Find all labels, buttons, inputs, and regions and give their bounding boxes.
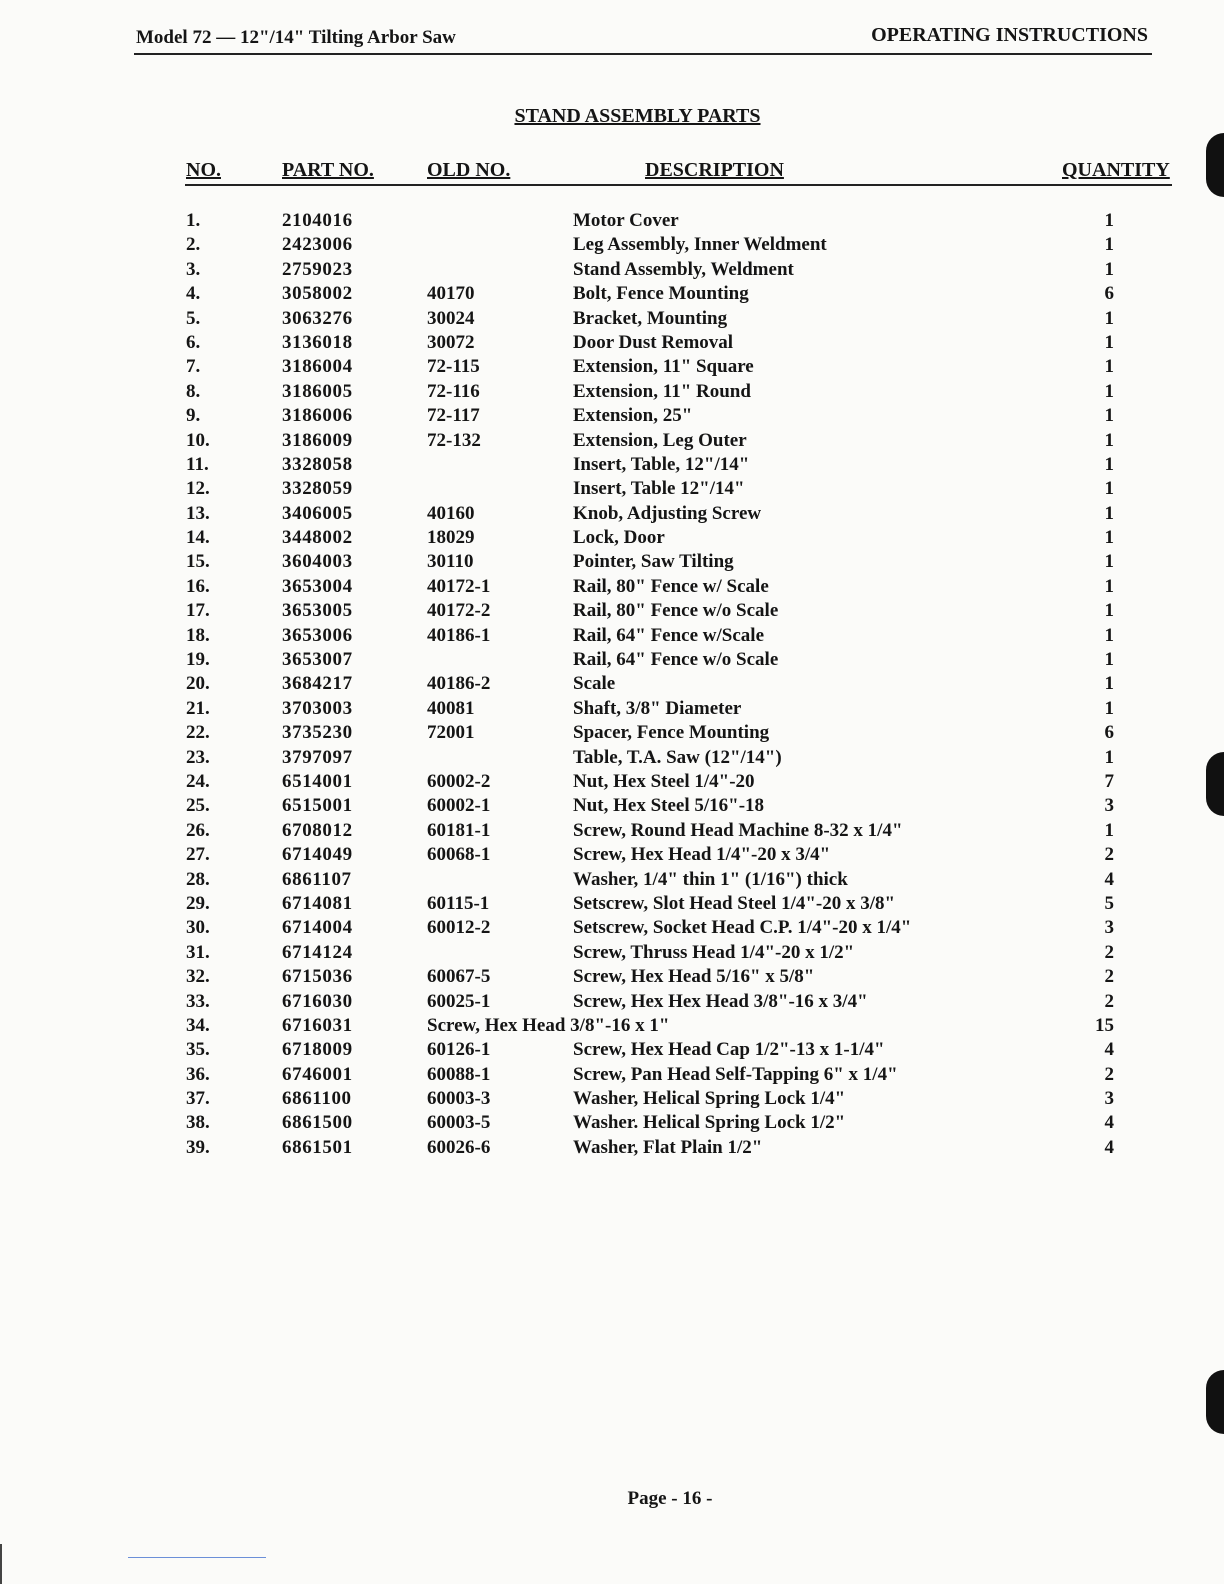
old-number: 60003-3 <box>427 1088 491 1110</box>
page-title: STAND ASSEMBLY PARTS <box>514 105 761 127</box>
row-number: 7. <box>186 356 201 378</box>
row-number: 19. <box>186 649 210 671</box>
quantity: 5 <box>1104 892 1114 914</box>
quantity: 2 <box>1104 1063 1114 1085</box>
description: Washer, Helical Spring Lock 1/4" <box>573 1088 846 1110</box>
table-row <box>0 673 1224 697</box>
part-number: 3448002 <box>282 527 353 549</box>
old-number: 72001 <box>427 722 475 744</box>
part-number: 3136018 <box>282 331 353 353</box>
description: Nut, Hex Steel 1/4"-20 <box>573 770 755 792</box>
table-row <box>0 795 1224 819</box>
description: Nut, Hex Steel 5/16"-18 <box>573 795 765 817</box>
table-row <box>0 308 1224 332</box>
row-number: 12. <box>186 478 210 500</box>
part-number: 6708012 <box>282 819 353 841</box>
parts-table <box>0 210 1224 1161</box>
quantity: 2 <box>1104 941 1114 963</box>
row-number: 9. <box>186 405 201 427</box>
old-number: 18029 <box>427 527 475 549</box>
quantity: 1 <box>1104 502 1114 524</box>
part-number: 3653004 <box>282 575 353 597</box>
description: Setscrew, Slot Head Steel 1/4"-20 x 3/8" <box>573 892 896 914</box>
part-number: 3797097 <box>282 746 353 768</box>
description: Bracket, Mounting <box>573 307 728 329</box>
description: Rail, 80" Fence w/ Scale <box>573 575 769 597</box>
row-number: 18. <box>186 624 210 646</box>
quantity: 1 <box>1104 405 1114 427</box>
row-number: 28. <box>186 868 210 890</box>
table-row <box>0 722 1224 746</box>
description: Screw, Round Head Machine 8-32 x 1/4" <box>573 819 903 841</box>
row-number: 5. <box>186 307 201 329</box>
part-number: 3328059 <box>282 478 353 500</box>
old-number: 72-132 <box>427 429 481 451</box>
row-number: 38. <box>186 1112 210 1134</box>
old-number: 60115-1 <box>427 892 490 914</box>
part-number: 6714081 <box>282 892 353 914</box>
column-header-quantity: QUANTITY <box>1062 159 1170 181</box>
quantity: 1 <box>1104 649 1114 671</box>
row-number: 20. <box>186 673 210 695</box>
row-number: 24. <box>186 770 210 792</box>
description: Rail, 64" Fence w/o Scale <box>573 649 779 671</box>
row-number: 31. <box>186 941 210 963</box>
table-row <box>0 283 1224 307</box>
quantity: 1 <box>1104 258 1114 280</box>
quantity: 1 <box>1104 331 1114 353</box>
row-number: 16. <box>186 575 210 597</box>
old-number: 30072 <box>427 331 475 353</box>
table-row <box>0 210 1224 234</box>
old-number: 40186-2 <box>427 673 491 695</box>
description: Screw, Pan Head Self-Tapping 6" x 1/4" <box>573 1063 898 1085</box>
table-row <box>0 551 1224 575</box>
old-number: 30110 <box>427 551 474 573</box>
part-number: 6514001 <box>282 770 353 792</box>
old-number: 40172-1 <box>427 575 491 597</box>
quantity: 1 <box>1104 551 1114 573</box>
row-number: 22. <box>186 722 210 744</box>
table-row <box>0 576 1224 600</box>
quantity: 1 <box>1104 697 1114 719</box>
quantity: 1 <box>1104 380 1114 402</box>
part-number: 2759023 <box>282 258 353 280</box>
table-row <box>0 844 1224 868</box>
table-row <box>0 991 1224 1015</box>
row-number: 29. <box>186 892 210 914</box>
description: Washer, 1/4" thin 1" (1/16") thick <box>573 868 848 890</box>
part-number: 2423006 <box>282 234 353 256</box>
description: Extension, 25" <box>573 405 693 427</box>
description: Door Dust Removal <box>573 331 734 353</box>
part-number: 3058002 <box>282 283 353 305</box>
table-row <box>0 1064 1224 1088</box>
old-number: 60067-5 <box>427 966 491 988</box>
row-number: 35. <box>186 1039 210 1061</box>
description: Washer, Flat Plain 1/2" <box>573 1136 763 1158</box>
row-number: 2. <box>186 234 201 256</box>
table-row <box>0 942 1224 966</box>
description: Extension, Leg Outer <box>573 429 747 451</box>
quantity: 4 <box>1104 1136 1114 1158</box>
row-number: 11. <box>186 453 209 475</box>
table-row <box>0 1112 1224 1136</box>
old-number: 60003-5 <box>427 1112 491 1134</box>
part-number: 6715036 <box>282 966 353 988</box>
table-row <box>0 1088 1224 1112</box>
quantity: 3 <box>1104 1088 1114 1110</box>
old-number: 60088-1 <box>427 1063 491 1085</box>
old-number: 60025-1 <box>427 990 491 1012</box>
binder-hole-bottom <box>1206 1370 1224 1434</box>
table-row <box>0 381 1224 405</box>
quantity: 4 <box>1104 1112 1114 1134</box>
old-number: 30024 <box>427 307 475 329</box>
quantity: 2 <box>1104 990 1114 1012</box>
header-divider <box>134 53 1152 55</box>
quantity: 6 <box>1104 722 1114 744</box>
description: Screw, Thruss Head 1/4"-20 x 1/2" <box>573 941 855 963</box>
description: Scale <box>573 673 616 695</box>
table-row <box>0 234 1224 258</box>
row-number: 30. <box>186 917 210 939</box>
table-row <box>0 478 1224 502</box>
table-row <box>0 454 1224 478</box>
document-header-title: Model 72 — 12"/14" Tilting Arbor Saw <box>136 27 456 48</box>
table-row <box>0 405 1224 429</box>
part-number: 3186006 <box>282 405 353 427</box>
old-number: 60002-1 <box>427 795 491 817</box>
row-number: 1. <box>186 210 201 231</box>
description: Rail, 64" Fence w/Scale <box>573 624 765 646</box>
row-number: 27. <box>186 844 210 866</box>
old-number: 60026-6 <box>427 1136 491 1158</box>
description: Washer. Helical Spring Lock 1/2" <box>573 1112 846 1134</box>
old-number: 72-117 <box>427 405 480 427</box>
quantity: 3 <box>1104 917 1114 939</box>
old-number: 60126-1 <box>427 1039 491 1061</box>
old-number: 40170 <box>427 283 475 305</box>
description: Knob, Adjusting Screw <box>573 502 762 524</box>
table-row <box>0 1137 1224 1161</box>
column-header-divider <box>185 184 1172 186</box>
table-row <box>0 820 1224 844</box>
part-number: 3653006 <box>282 624 353 646</box>
table-row <box>0 698 1224 722</box>
table-row <box>0 917 1224 941</box>
table-row <box>0 771 1224 795</box>
part-number: 3328058 <box>282 453 353 475</box>
old-number: 72-115 <box>427 356 480 378</box>
part-number: 3653005 <box>282 600 353 622</box>
description: Extension, 11" Square <box>573 356 754 378</box>
part-number: 3186009 <box>282 429 353 451</box>
quantity: 6 <box>1104 283 1114 305</box>
row-number: 10. <box>186 429 210 451</box>
table-row <box>0 966 1224 990</box>
page-number: Page - 16 - <box>627 1488 713 1509</box>
description: Screw, Hex Head 5/16" x 5/8" <box>573 966 815 988</box>
part-number: 6861500 <box>282 1112 353 1134</box>
description: Shaft, 3/8" Diameter <box>573 697 742 719</box>
column-header-part-no: PART NO. <box>282 159 374 181</box>
table-row <box>0 259 1224 283</box>
table-row <box>0 332 1224 356</box>
description: Pointer, Saw Tilting <box>573 551 734 573</box>
row-number: 17. <box>186 600 210 622</box>
description: Insert, Table 12"/14" <box>573 478 745 500</box>
old-number: 40186-1 <box>427 624 491 646</box>
old-number: 60181-1 <box>427 819 491 841</box>
description: Screw, Hex Hex Head 3/8"-16 x 3/4" <box>573 990 868 1012</box>
part-number: 3735230 <box>282 722 353 744</box>
row-number: 13. <box>186 502 210 524</box>
row-number: 39. <box>186 1136 210 1158</box>
binder-hole-top <box>1206 133 1224 197</box>
table-row <box>0 869 1224 893</box>
table-row <box>0 527 1224 551</box>
quantity: 1 <box>1104 527 1114 549</box>
part-number: 3186004 <box>282 356 353 378</box>
table-row <box>0 600 1224 624</box>
old-number: 72-116 <box>427 380 480 402</box>
scan-edge <box>0 1544 2 1584</box>
quantity: 4 <box>1104 868 1114 890</box>
description: Insert, Table, 12"/14" <box>573 453 750 475</box>
description: Table, T.A. Saw (12"/14") <box>573 746 782 768</box>
row-number: 3. <box>186 258 201 280</box>
row-number: 8. <box>186 380 201 402</box>
old-number: 40160 <box>427 502 475 524</box>
description: Leg Assembly, Inner Weldment <box>573 234 827 256</box>
part-number: 6718009 <box>282 1039 353 1061</box>
old-number: 60002-2 <box>427 770 491 792</box>
quantity: 3 <box>1104 795 1114 817</box>
row-number: 14. <box>186 527 210 549</box>
row-number: 34. <box>186 1014 210 1036</box>
quantity: 1 <box>1104 307 1114 329</box>
part-number: 3703003 <box>282 697 353 719</box>
quantity: 2 <box>1104 966 1114 988</box>
column-header-no: NO. <box>186 159 221 181</box>
quantity: 1 <box>1104 210 1114 231</box>
part-number: 6714124 <box>282 941 353 963</box>
quantity: 1 <box>1104 575 1114 597</box>
part-number: 6861107 <box>282 868 352 890</box>
quantity: 1 <box>1104 819 1114 841</box>
quantity: 1 <box>1104 746 1114 768</box>
table-row <box>0 747 1224 771</box>
description: Bolt, Fence Mounting <box>573 283 749 305</box>
quantity: 1 <box>1104 624 1114 646</box>
row-number: 37. <box>186 1088 210 1110</box>
part-number: 3406005 <box>282 502 353 524</box>
quantity: 2 <box>1104 844 1114 866</box>
quantity: 7 <box>1104 770 1114 792</box>
column-header-old-no: OLD NO. <box>427 159 511 181</box>
table-row <box>0 356 1224 380</box>
part-number: 6861100 <box>282 1088 352 1110</box>
description: Rail, 80" Fence w/o Scale <box>573 600 779 622</box>
old-number: 40081 <box>427 697 475 719</box>
part-number: 6861501 <box>282 1136 353 1158</box>
part-number: 6714004 <box>282 917 353 939</box>
part-number: 6714049 <box>282 844 353 866</box>
description: Screw, Hex Head Cap 1/2"-13 x 1-1/4" <box>573 1039 885 1061</box>
quantity: 1 <box>1104 356 1114 378</box>
quantity: 15 <box>1095 1014 1114 1036</box>
row-number: 25. <box>186 795 210 817</box>
old-number: Screw, Hex Head 3/8"-16 x 1" <box>427 1014 670 1036</box>
table-row <box>0 893 1224 917</box>
row-number: 15. <box>186 551 210 573</box>
quantity: 4 <box>1104 1039 1114 1061</box>
part-number: 3063276 <box>282 307 353 329</box>
quantity: 1 <box>1104 600 1114 622</box>
quantity: 1 <box>1104 478 1114 500</box>
part-number: 3684217 <box>282 673 353 695</box>
part-number: 6746001 <box>282 1063 353 1085</box>
description: Lock, Door <box>573 527 665 549</box>
scan-mark <box>128 1557 266 1558</box>
description: Stand Assembly, Weldment <box>573 258 794 280</box>
description: Screw, Hex Head 1/4"-20 x 3/4" <box>573 844 831 866</box>
part-number: 6716030 <box>282 990 353 1012</box>
part-number: 2104016 <box>282 210 353 231</box>
description: Extension, 11" Round <box>573 380 751 402</box>
quantity: 1 <box>1104 673 1114 695</box>
row-number: 21. <box>186 697 210 719</box>
quantity: 1 <box>1104 453 1114 475</box>
part-number: 3653007 <box>282 649 353 671</box>
part-number: 6515001 <box>282 795 353 817</box>
table-row <box>0 1039 1224 1063</box>
row-number: 26. <box>186 819 210 841</box>
description: Setscrew, Socket Head C.P. 1/4"-20 x 1/4" <box>573 917 912 939</box>
column-header-description: DESCRIPTION <box>645 159 784 181</box>
table-row <box>0 649 1224 673</box>
part-number: 3186005 <box>282 380 353 402</box>
old-number: 60012-2 <box>427 917 491 939</box>
binder-hole-middle <box>1206 752 1224 816</box>
old-number: 40172-2 <box>427 600 491 622</box>
table-row <box>0 430 1224 454</box>
description: Spacer, Fence Mounting <box>573 722 770 744</box>
table-row <box>0 625 1224 649</box>
part-number: 3604003 <box>282 551 353 573</box>
table-row <box>0 1015 1224 1039</box>
old-number: 60068-1 <box>427 844 491 866</box>
row-number: 6. <box>186 331 201 353</box>
document-header-section: OPERATING INSTRUCTIONS <box>871 24 1148 46</box>
row-number: 32. <box>186 966 210 988</box>
quantity: 1 <box>1104 429 1114 451</box>
table-row <box>0 503 1224 527</box>
row-number: 4. <box>186 283 201 305</box>
row-number: 23. <box>186 746 210 768</box>
row-number: 33. <box>186 990 210 1012</box>
description: Motor Cover <box>573 210 679 231</box>
part-number: 6716031 <box>282 1014 353 1036</box>
quantity: 1 <box>1104 234 1114 256</box>
row-number: 36. <box>186 1063 210 1085</box>
